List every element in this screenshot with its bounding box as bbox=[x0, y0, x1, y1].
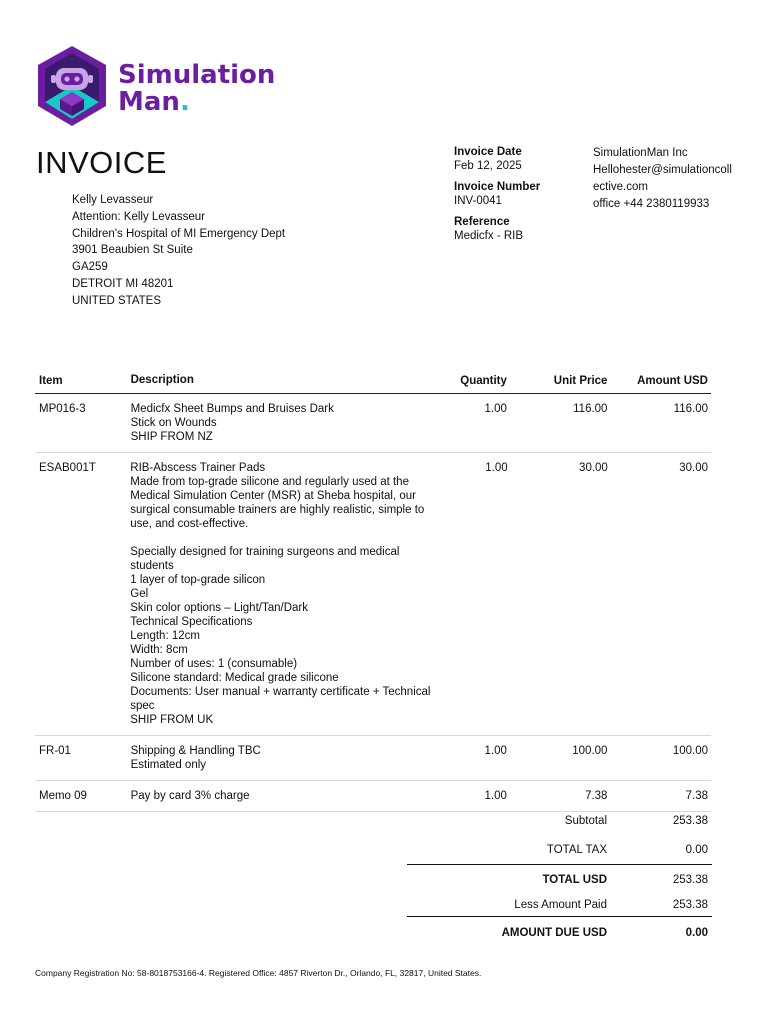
description-line: Silicone standard: Medical grade silicone bbox=[130, 672, 339, 684]
invoice-number-label: Invoice Number bbox=[454, 181, 541, 193]
item-description bbox=[130, 461, 430, 727]
item-quantity: 1.00 bbox=[485, 462, 508, 474]
subtotal-value: 253.38 bbox=[672, 814, 708, 827]
address-line: Kelly Levasseur bbox=[72, 194, 154, 206]
recipient-address bbox=[72, 192, 285, 310]
company-logo bbox=[34, 44, 284, 130]
description-line: Gel bbox=[130, 588, 149, 600]
description-line: Shipping & Handling TBC bbox=[130, 745, 261, 757]
description-line: 1 layer of top-grade silicon bbox=[130, 574, 266, 586]
invoice-title: INVOICE bbox=[36, 145, 167, 180]
robot-hexagon-icon bbox=[34, 44, 284, 130]
company-email[interactable]: ective.com bbox=[593, 181, 648, 193]
table-header bbox=[35, 369, 711, 394]
description-line: Pay by card 3% charge bbox=[130, 790, 250, 802]
header-item: Item bbox=[39, 375, 63, 387]
total-value: 253.38 bbox=[672, 873, 708, 886]
header-unit-price: Unit Price bbox=[553, 375, 608, 387]
description-line: Documents: User manual + warranty certificate + Technical bbox=[130, 686, 431, 698]
footer-registration: Company Registration No: 58-8018753166-4. Registered Office: 4857 Riverton Dr., Orlando, FL, 32817, United States. bbox=[35, 968, 482, 978]
description-line: Technical Specifications bbox=[130, 616, 253, 628]
description-line: Length: 12cm bbox=[130, 630, 200, 642]
item-amount: 7.38 bbox=[685, 790, 708, 802]
item-code: MP016-3 bbox=[39, 403, 86, 415]
description-line: SHIP FROM NZ bbox=[130, 431, 213, 443]
paid-label: Less Amount Paid bbox=[514, 899, 607, 911]
address-line: Children's Hospital of MI Emergency Dept bbox=[72, 227, 286, 240]
item-description bbox=[131, 744, 430, 772]
item-unit-price: 30.00 bbox=[579, 462, 608, 474]
amount-due-label: AMOUNT DUE USD bbox=[501, 927, 607, 939]
address-line: UNITED STATES bbox=[72, 294, 162, 307]
amount-due-row bbox=[407, 916, 712, 949]
description-line: SHIP FROM UK bbox=[130, 714, 214, 726]
item-quantity: 1.00 bbox=[484, 745, 507, 757]
item-description bbox=[131, 789, 430, 803]
brand-line2: Man. bbox=[118, 87, 190, 117]
reference: Medicfx - RIB bbox=[454, 230, 524, 242]
tax-value: 0.00 bbox=[685, 843, 708, 856]
description-line: use, and cost-effective. bbox=[130, 518, 249, 530]
totals-section bbox=[407, 806, 712, 949]
address-line: GA259 bbox=[72, 261, 108, 274]
total-row bbox=[407, 864, 712, 894]
header-amount: Amount USD bbox=[637, 375, 708, 387]
paid-row bbox=[407, 894, 712, 916]
description-line: Specially designed for training surgeons and medical bbox=[130, 546, 400, 558]
paid-value: 253.38 bbox=[672, 899, 708, 911]
description-line: Stick on Wounds bbox=[130, 417, 217, 429]
company-phone: office +44 2380119933 bbox=[593, 198, 710, 210]
tax-row bbox=[407, 835, 712, 864]
table-row bbox=[35, 453, 711, 736]
description-line bbox=[130, 531, 430, 545]
item-code: ESAB001T bbox=[39, 462, 96, 474]
item-code: Memo 09 bbox=[39, 790, 87, 802]
tax-label: TOTAL TAX bbox=[546, 843, 607, 856]
company-line: SimulationMan Inc bbox=[593, 147, 688, 159]
description-line: Number of uses: 1 (consumable) bbox=[130, 658, 298, 670]
brand-line1: Simulation bbox=[118, 60, 276, 90]
item-code: FR-01 bbox=[39, 745, 71, 757]
company-info bbox=[593, 145, 743, 213]
table-row bbox=[35, 394, 711, 453]
item-quantity: 1.00 bbox=[484, 790, 507, 802]
description-line: Width: 8cm bbox=[130, 644, 188, 656]
item-unit-price: 7.38 bbox=[585, 790, 608, 802]
invoice-date: Feb 12, 2025 bbox=[454, 160, 522, 172]
header-quantity: Quantity bbox=[460, 375, 507, 387]
total-label: TOTAL USD bbox=[542, 873, 607, 886]
item-description bbox=[131, 402, 430, 444]
description-line: Skin color options – Light/Tan/Dark bbox=[130, 602, 308, 614]
address-line: Attention: Kelly Levasseur bbox=[72, 210, 205, 223]
header-description: Description bbox=[130, 374, 194, 386]
description-line: surgical consumable trainers are highly realistic, simple to bbox=[130, 504, 425, 516]
table-row bbox=[35, 736, 711, 781]
description-line: spec bbox=[130, 700, 155, 712]
invoice-number: INV-0041 bbox=[454, 195, 502, 207]
item-unit-price: 100.00 bbox=[572, 745, 608, 757]
reference-label: Reference bbox=[454, 216, 510, 228]
item-unit-price: 116.00 bbox=[573, 403, 608, 415]
invoice-date-label: Invoice Date bbox=[454, 146, 522, 158]
company-email[interactable]: Hellohester@simulationcoll bbox=[593, 164, 732, 176]
amount-due-value: 0.00 bbox=[685, 927, 708, 939]
description-line: Estimated only bbox=[130, 759, 207, 771]
description-line: Made from top-grade silicone and regularly used at the bbox=[130, 476, 409, 488]
item-amount: 116.00 bbox=[673, 403, 708, 415]
address-line: DETROIT MI 48201 bbox=[72, 277, 174, 290]
item-quantity: 1.00 bbox=[484, 403, 507, 415]
table-body bbox=[35, 394, 711, 812]
item-amount: 30.00 bbox=[679, 462, 709, 474]
address-line: 3901 Beaubien St Suite bbox=[72, 244, 193, 257]
invoice-meta bbox=[454, 145, 584, 250]
item-amount: 100.00 bbox=[672, 745, 708, 757]
description-line: Medicfx Sheet Bumps and Bruises Dark bbox=[130, 403, 334, 415]
subtotal-row bbox=[407, 806, 712, 835]
description-line: students bbox=[130, 560, 174, 572]
description-line: Medical Simulation Center (MSR) at Sheba hospital, our bbox=[130, 490, 416, 502]
description-line: RIB-Abscess Trainer Pads bbox=[130, 462, 266, 474]
subtotal-label: Subtotal bbox=[564, 814, 607, 827]
line-items-table bbox=[35, 369, 711, 812]
